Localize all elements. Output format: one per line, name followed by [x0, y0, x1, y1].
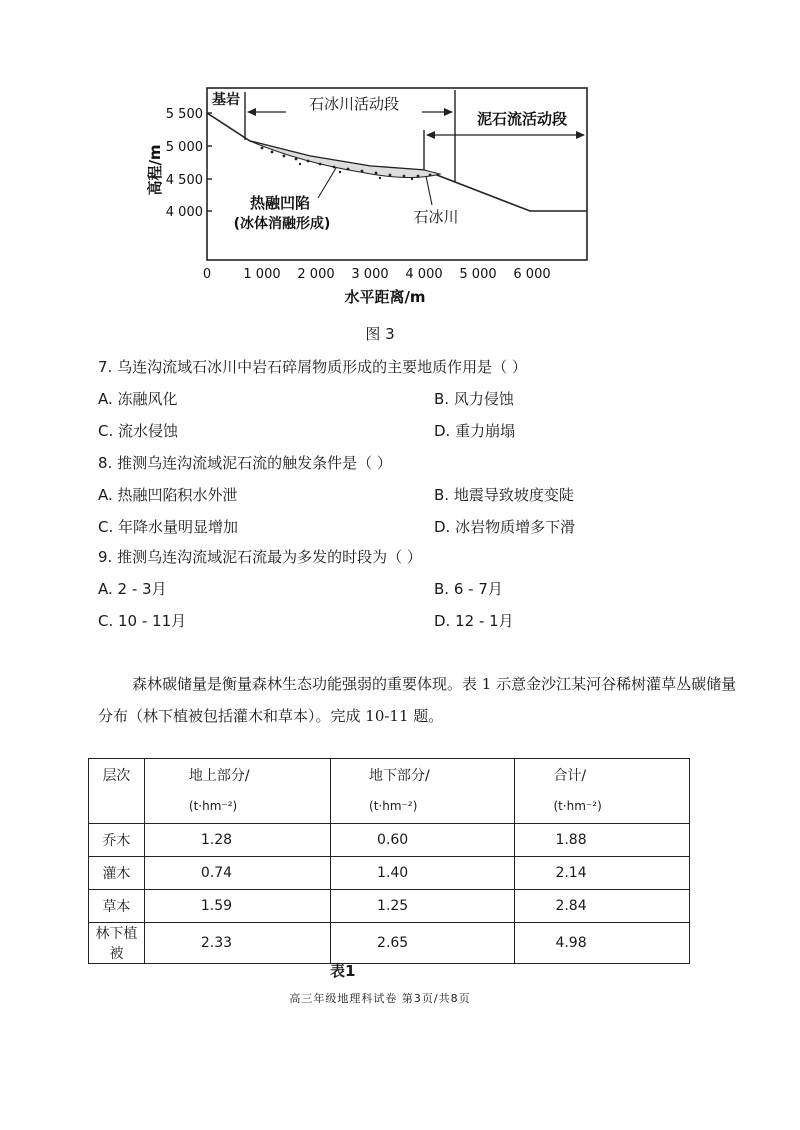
y-axis-label: 高程/m [146, 144, 164, 196]
table-row [89, 890, 690, 923]
question-9-option-c: C. 10 - 11月 [98, 612, 187, 630]
table-cell: 1.28 [144, 824, 330, 857]
question-7-option-b: B. 风力侵蚀 [434, 390, 514, 408]
question-8-option-a: A. 热融凹陷积水外泄 [98, 486, 238, 504]
question-7-option-a: A. 冻融风化 [98, 390, 178, 408]
x-tick-label: 6 000 [513, 267, 551, 282]
x-tick-label: 4 000 [405, 267, 443, 282]
page-footer: 高三年级地理科试卷 第3页/共8页 [289, 992, 471, 1005]
table-cell: 1.40 [331, 857, 515, 890]
carbon-storage-table [88, 758, 690, 964]
label-rock-glacier-active: 石冰川活动段 [308, 95, 400, 113]
x-tick-label: 0 [202, 267, 212, 282]
table-cell: 1.59 [144, 890, 330, 923]
header-label: 地上部分/ [188, 768, 250, 784]
label-rock-glacier: 石冰川 [413, 208, 459, 226]
table-cell: 2.84 [515, 890, 690, 923]
question-9-option-b: B. 6 - 7月 [434, 580, 503, 598]
header-unit: (t·hm⁻²) [369, 799, 418, 813]
table-row [89, 923, 690, 964]
passage-intro: 森林碳储量是衡量森林生态功能强弱的重要体现。表 1 示意金沙江某河谷稀树灌草丛碳储量分布（林下植被包括灌木和草本）。完成 10-11 题。 [98, 675, 737, 725]
header-label: 层次 [102, 768, 131, 784]
question-9-option-d: D. 12 - 1月 [434, 612, 514, 630]
header-cell-layer [89, 759, 145, 824]
x-tick-label: 2 000 [297, 267, 335, 282]
header-cell-total [515, 759, 690, 824]
question-8-option-d: D. 冰岩物质增多下滑 [434, 518, 576, 536]
question-8-option-b: B. 地震导致坡度变陡 [434, 486, 574, 504]
table-caption: 表1 [330, 962, 356, 980]
arrow-head-right [444, 108, 453, 116]
table-cell: 2.65 [331, 923, 515, 964]
x-tick-label: 3 000 [351, 267, 389, 282]
table-row [89, 857, 690, 890]
y-tick-label: 5 500 [165, 107, 203, 122]
header-cell-aboveground [144, 759, 330, 824]
table-header-row [89, 759, 690, 824]
table-cell: 0.60 [331, 824, 515, 857]
label-debris-flow-active: 泥石流活动段 [476, 110, 568, 128]
x-tick-label: 5 000 [459, 267, 497, 282]
y-tick-label: 4 000 [165, 205, 203, 220]
arrow-head-left [426, 131, 435, 139]
x-tick-label: 1 000 [243, 267, 281, 282]
table-cell: 0.74 [144, 857, 330, 890]
table-row [89, 824, 690, 857]
question-9-stem: 9. 推测乌连沟流域泥石流最为多发的时段为（ ） [98, 548, 422, 566]
question-7-option-d: D. 重力崩塌 [434, 422, 516, 440]
question-8-option-c: C. 年降水量明显增加 [98, 518, 239, 536]
question-8-stem: 8. 推测乌连沟流域泥石流的触发条件是（ ） [98, 454, 392, 472]
question-9-option-a: A. 2 - 3月 [98, 580, 167, 598]
arrow-head-left [247, 108, 256, 116]
label-thermokarst-cause: (冰体消融形成) [233, 216, 331, 232]
y-tick-label: 4 500 [165, 173, 203, 188]
row-label: 乔木 [89, 824, 145, 857]
arrow-head-right [576, 131, 585, 139]
question-7-stem: 7. 乌连沟流域石冰川中岩石碎屑物质形成的主要地质作用是（ ） [98, 358, 527, 376]
y-tick-label: 5 000 [165, 140, 203, 155]
label-thermokarst: 热融凹陷 [249, 194, 311, 212]
table-cell: 2.14 [515, 857, 690, 890]
header-cell-belowground [331, 759, 515, 824]
thermokarst-leader-line [318, 168, 336, 198]
table-cell: 1.88 [515, 824, 690, 857]
header-unit: (t·hm⁻²) [553, 799, 602, 813]
question-7-option-c: C. 流水侵蚀 [98, 422, 179, 440]
rock-glacier-body [250, 141, 440, 178]
figure-3-elevation-profile [0, 0, 800, 320]
header-unit: (t·hm⁻²) [188, 799, 238, 813]
header-label: 合计/ [553, 768, 587, 784]
x-axis-label: 水平距离/m [344, 288, 426, 306]
table-cell: 2.33 [144, 923, 330, 964]
figure-caption: 图 3 [365, 325, 395, 343]
label-bedrock: 基岩 [212, 92, 240, 108]
row-label: 草本 [89, 890, 145, 923]
rock-glacier-leader-line [426, 176, 432, 205]
table-cell: 1.25 [331, 890, 515, 923]
row-label: 林下植被 [89, 923, 145, 964]
row-label: 灌木 [89, 857, 145, 890]
table-cell: 4.98 [515, 923, 690, 964]
header-label: 地下部分/ [369, 768, 430, 784]
